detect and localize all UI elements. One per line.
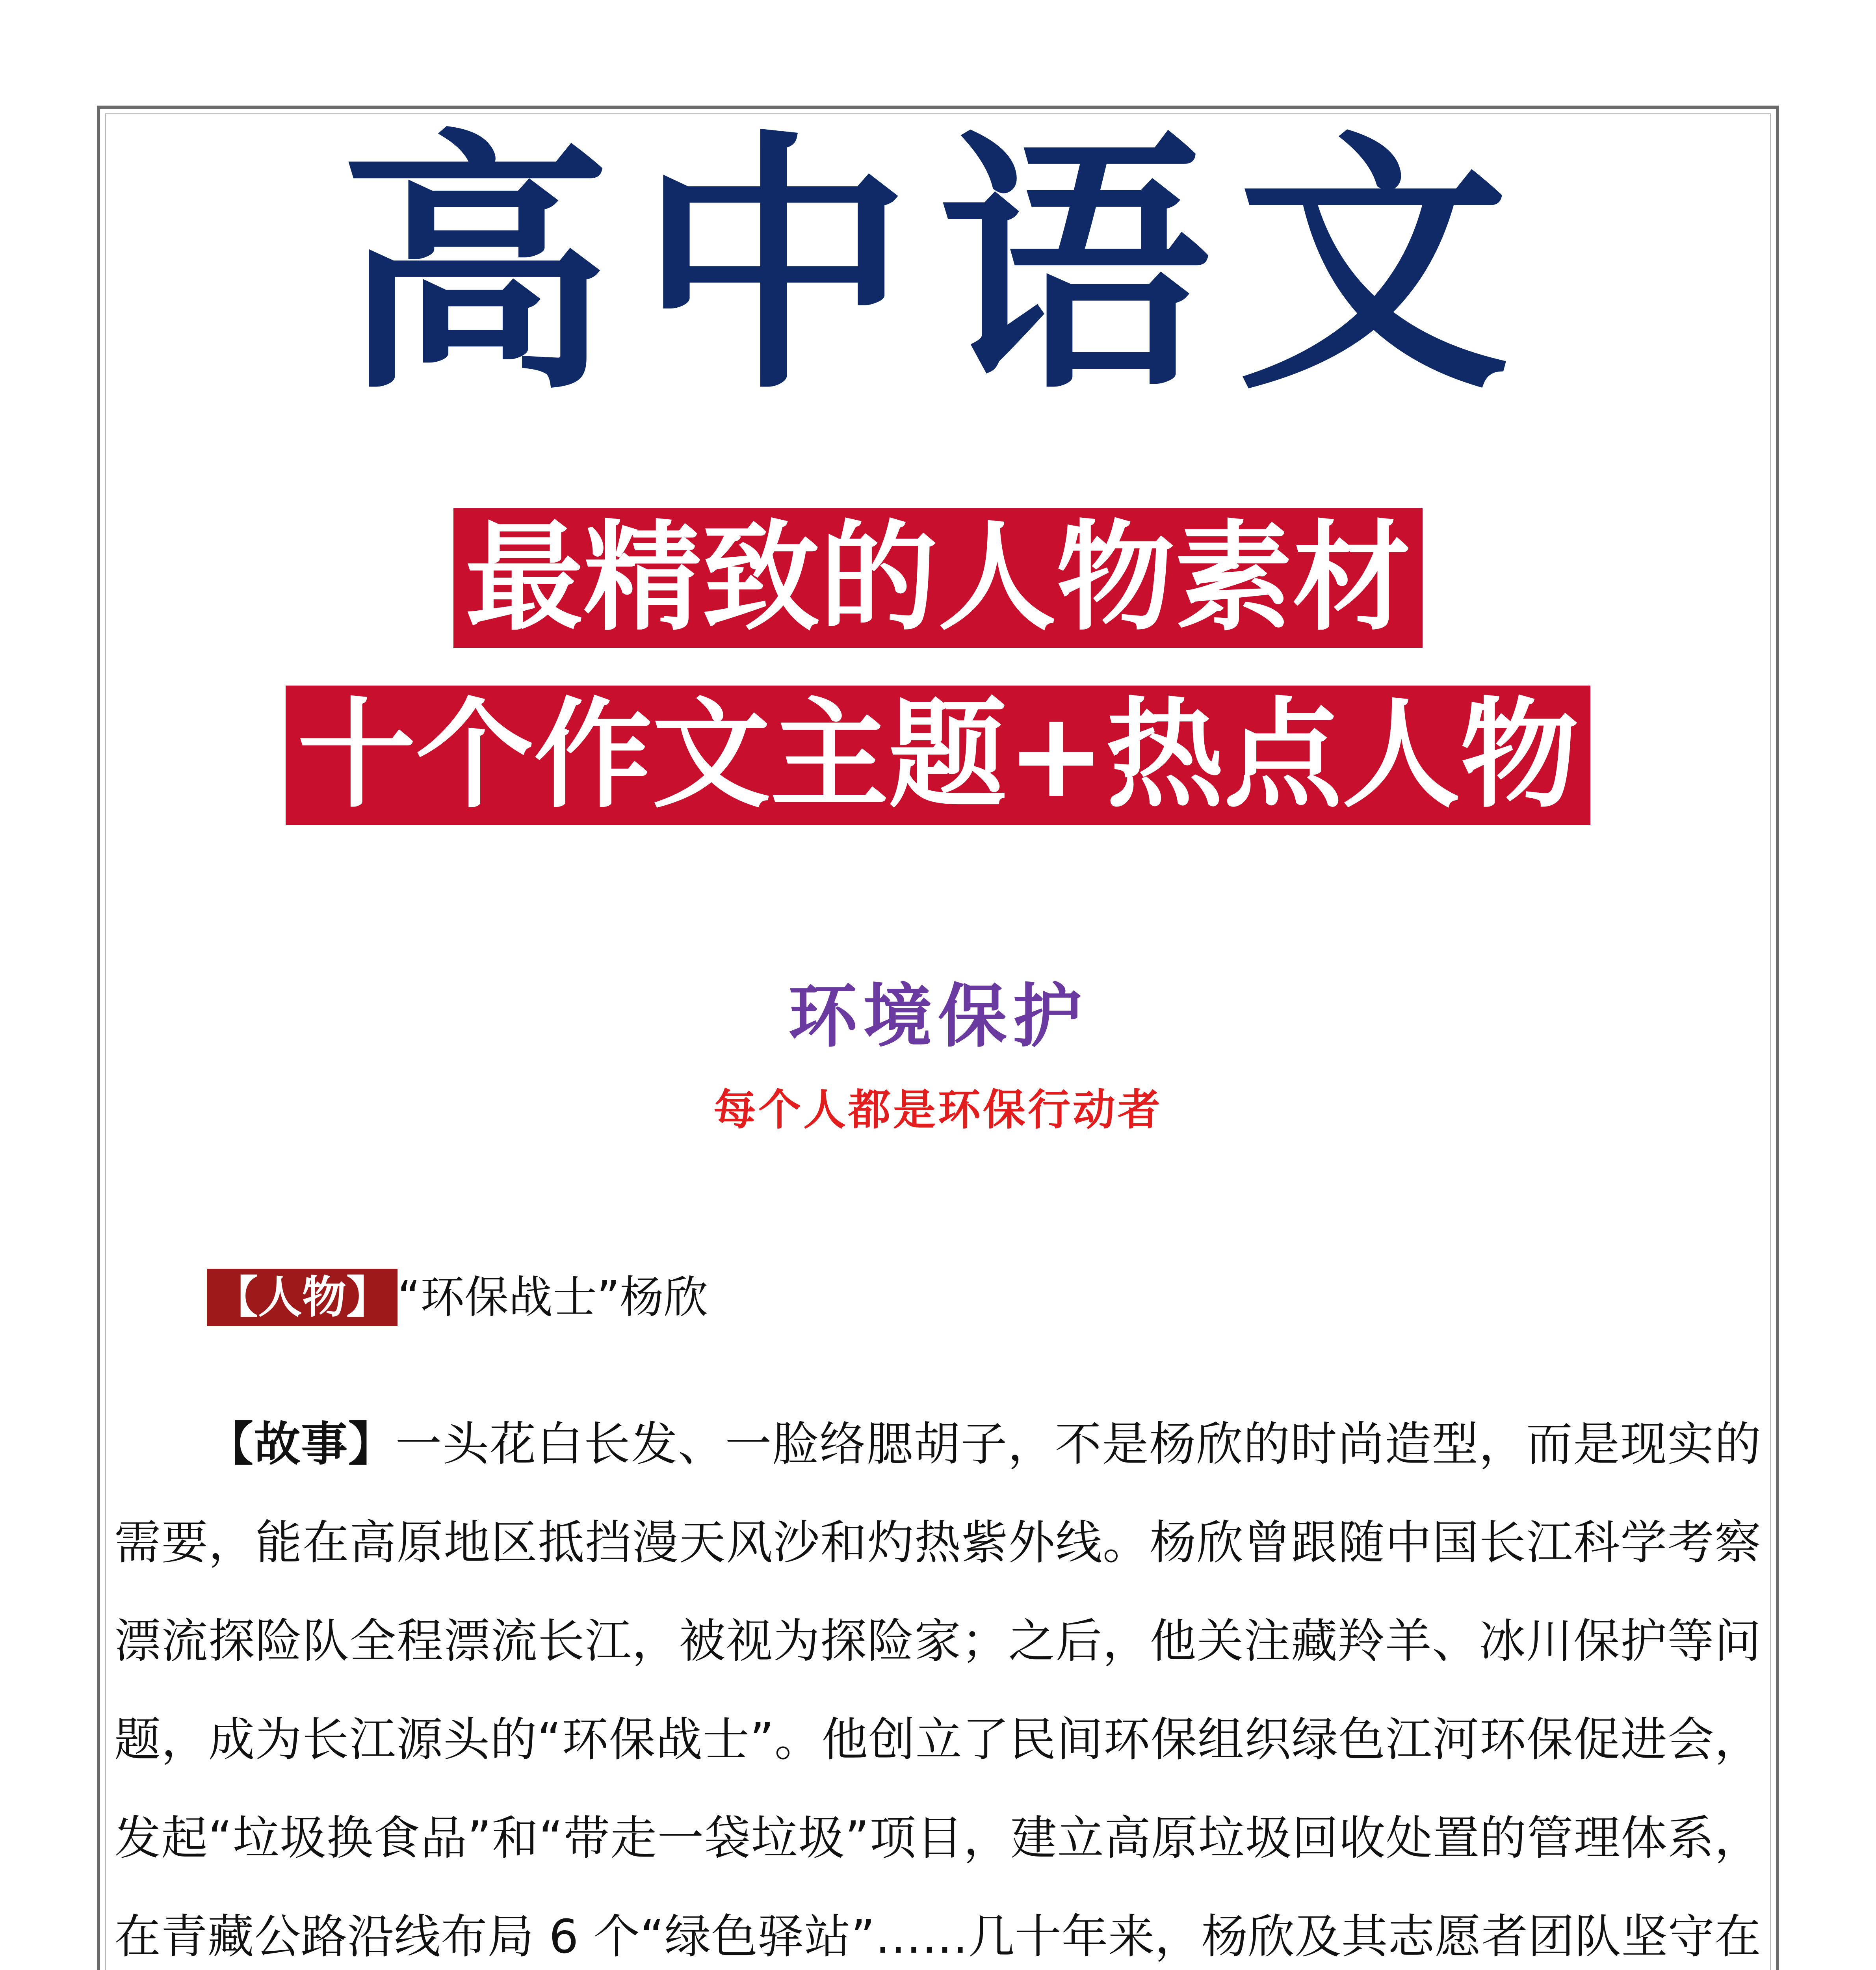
banner-2: 十个作文主题+热点人物 bbox=[286, 686, 1590, 825]
banner-1-row bbox=[0, 508, 1876, 648]
story-label: 【故事】 bbox=[207, 1417, 396, 1471]
story-paragraph bbox=[114, 1395, 1761, 1970]
banner-2-row bbox=[0, 686, 1876, 825]
topic-heading: 环境保护 bbox=[788, 977, 1088, 1057]
story-text: 一头花白长发、一脸络腮胡子，不是杨欣的时尚造型，而是现实的需要，能在高原地区抵挡漫天风沙和灼热紫外线。杨欣曾跟随中国长江科学考察漂流探险队全程漂流长江，被视为探险家；之后，他关注藏羚羊、冰川保护等问题，成为长江源头的“环保战士”。他创立了民间环保组织绿色江河环保促进会，发起“垃圾换食品”和“带走一袋垃圾”项目，建立高原垃圾回收处置的管理体系，在青藏公路沿线布局 6 个“绿色驿站”……几十年来，杨欣及其志愿者团队坚守在 bbox=[114, 1417, 1761, 1964]
person-tag: 【人物】 bbox=[207, 1269, 397, 1326]
banner-1: 最精致的人物素材 bbox=[453, 508, 1423, 648]
person-line bbox=[207, 1269, 708, 1326]
main-title: 高中语文 bbox=[339, 106, 1537, 426]
person-name: “环保战士”杨欣 bbox=[397, 1272, 708, 1323]
topic-slogan: 每个人都是环保行动者 bbox=[713, 1085, 1163, 1135]
